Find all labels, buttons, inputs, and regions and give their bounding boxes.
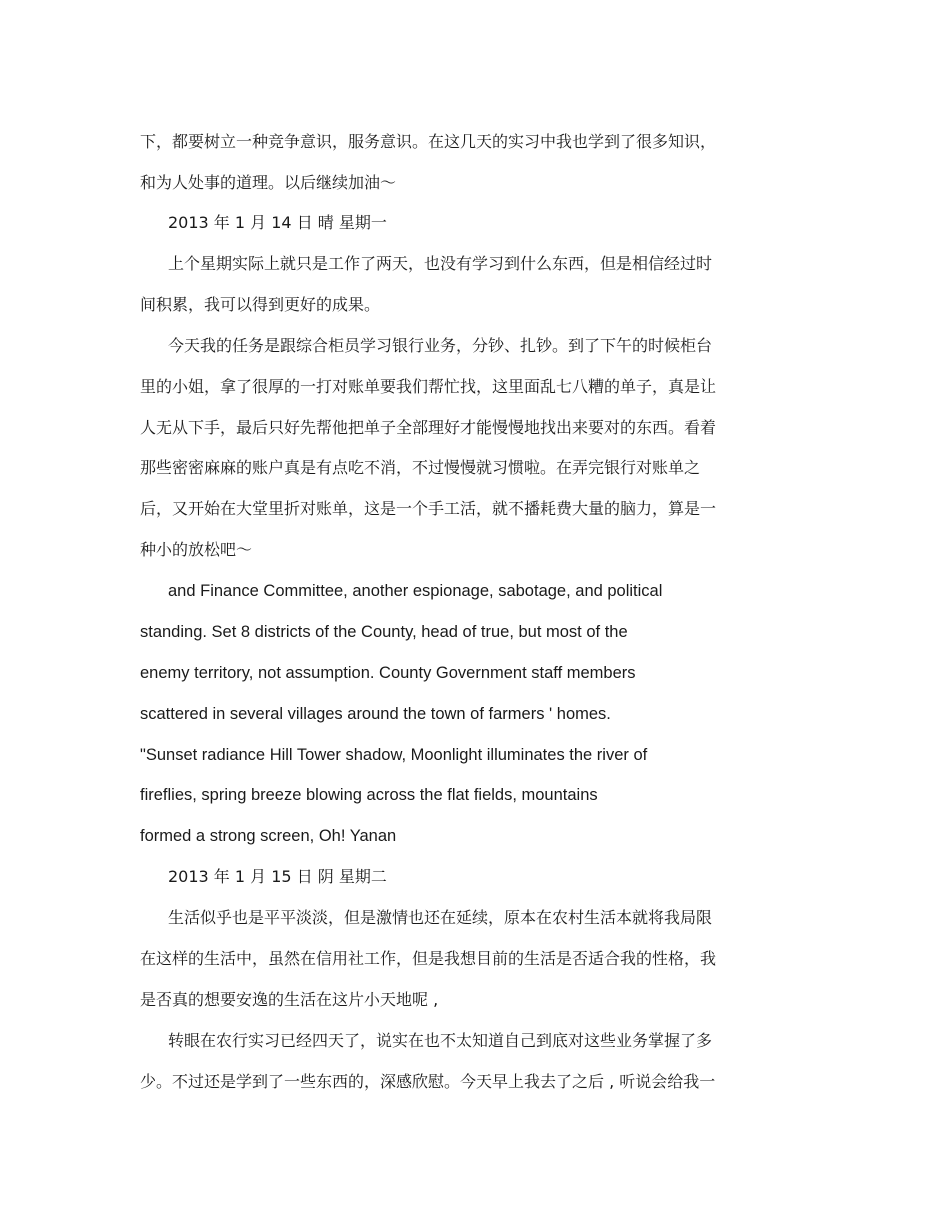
english-line: fireflies, spring breeze blowing across the flat fields, mountains — [140, 786, 598, 804]
paragraph-line: 今天我的任务是跟综合柜员学习银行业务，分钞、扎钞。到了下午的时候柜台 — [168, 336, 713, 355]
paragraph-line: 少。不过还是学到了一些东西的，深感欣慰。今天早上我去了之后 , 听说会给我一 — [140, 1072, 716, 1091]
paragraph-line: 和为人处事的道理。以后继续加油～ — [140, 173, 397, 192]
date-heading: 2013 年 1 月 14 日 晴 星期一 — [168, 213, 387, 232]
english-line: and Finance Committee, another espionage, sabotage, and political — [168, 582, 663, 600]
english-line: "Sunset radiance Hill Tower shadow, Moonlight illuminates the river of — [140, 746, 648, 764]
paragraph-line: 生活似乎也是平平淡淡，但是激情也还在延续，原本在农村生活本就将我局限 — [168, 908, 713, 927]
paragraph-line: 下，都要树立一种竞争意识，服务意识。在这几天的实习中我也学到了很多知识， — [140, 132, 717, 151]
english-line: enemy territory, not assumption. County Government staff members — [140, 664, 636, 682]
paragraph-line: 间积累，我可以得到更好的成果。 — [140, 295, 381, 314]
paragraph-line: 在这样的生活中，虽然在信用社工作，但是我想目前的生活是否适合我的性格，我 — [140, 949, 717, 968]
date-heading: 2013 年 1 月 15 日 阴 星期二 — [168, 867, 387, 886]
paragraph-line: 人无从下手，最后只好先帮他把单子全部理好才能慢慢地找出来要对的东西。看着 — [140, 418, 717, 437]
english-line: formed a strong screen, Oh! Yanan — [140, 827, 397, 845]
paragraph-line: 是否真的想要安逸的生活在这片小天地呢 , — [140, 990, 439, 1009]
paragraph-line: 上个星期实际上就只是工作了两天，也没有学习到什么东西，但是相信经过时 — [168, 254, 713, 273]
paragraph-line: 种小的放松吧～ — [140, 540, 253, 559]
paragraph-line: 那些密密麻麻的账户真是有点吃不消，不过慢慢就习惯啦。在弄完银行对账单之 — [140, 458, 701, 477]
paragraph-line: 里的小姐，拿了很厚的一打对账单要我们帮忙找，这里面乱七八糟的单子，真是让 — [140, 377, 717, 396]
english-line: scattered in several villages around the town of farmers ' homes. — [140, 705, 611, 723]
paragraph-line: 转眼在农行实习已经四天了，说实在也不太知道自己到底对这些业务掌握了多 — [168, 1031, 713, 1050]
paragraph-line: 后，又开始在大堂里折对账单，这是一个手工活，就不播耗费大量的脑力，算是一 — [140, 499, 717, 518]
english-line: standing. Set 8 districts of the County, head of true, but most of the — [140, 623, 628, 641]
